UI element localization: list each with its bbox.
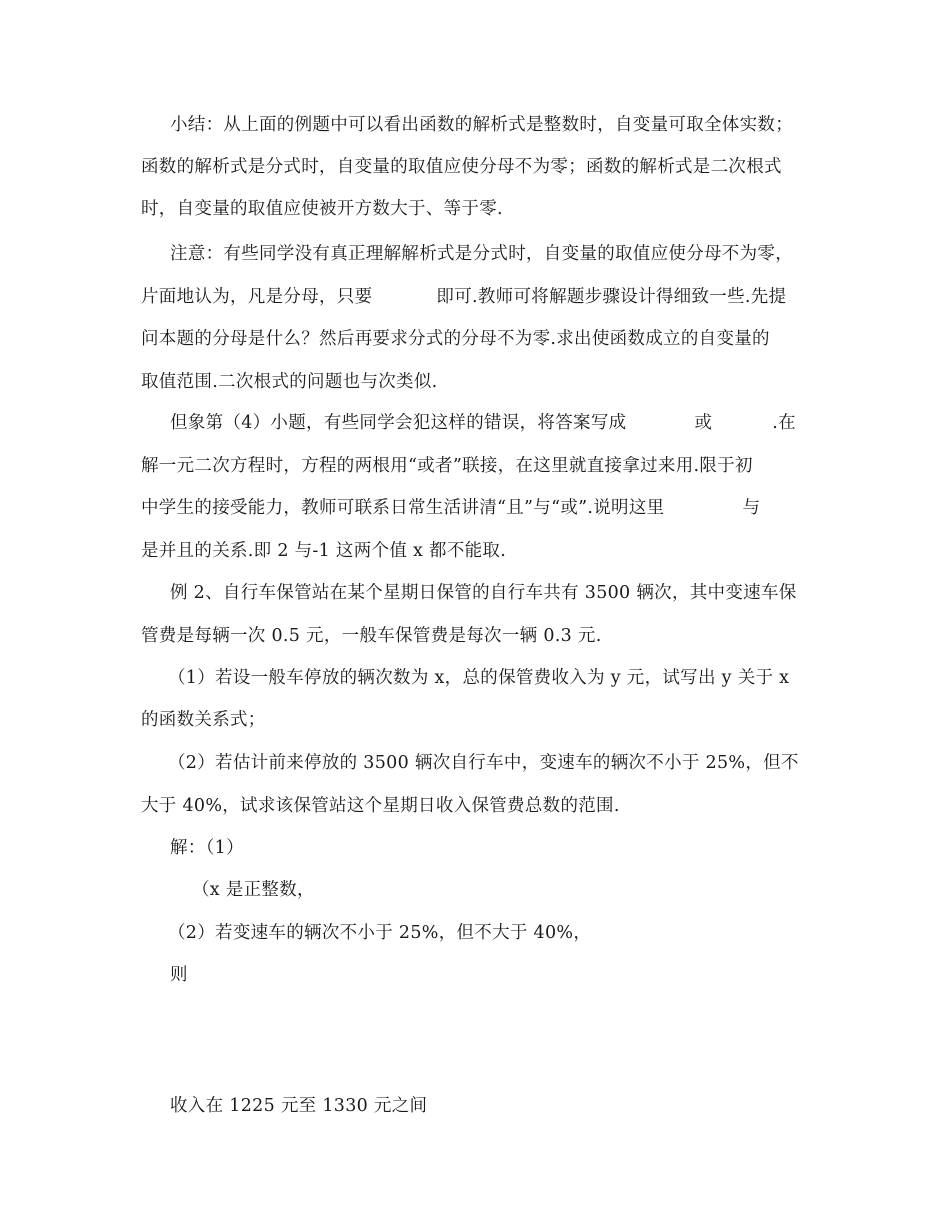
solution-label: 解：（1） — [170, 838, 244, 858]
summary-line-3: 时，自变量的取值应使被开方数大于、等于零. — [141, 199, 503, 219]
note-line-2-part-b: 即可.教师可将解题步骤设计得细致一些.先提 — [436, 287, 787, 307]
example2-line-1: 例 2、自行车保管站在某个星期日保管的自行车共有 3500 辆次，其中变速车保 — [170, 583, 797, 603]
solution-part-2: （2）若变速车的辆次不小于 25%，但不大于 40%， — [168, 923, 592, 943]
example2-q2-line-1: （2）若估计前来停放的 3500 辆次自行车中，变速车的辆次不小于 25%，但不 — [168, 753, 799, 773]
note-line-2 — [141, 286, 786, 308]
but-line-1 — [170, 412, 796, 434]
note-line-2-part-a: 片面地认为，凡是分母，只要 — [141, 287, 373, 307]
solution-then: 则 — [170, 965, 188, 985]
summary-line-2: 函数的解析式是分式时，自变量的取值应使分母不为零；函数的解析式是二次根式 — [141, 157, 782, 177]
note-line-4: 取值范围.二次根式的问题也与次类似. — [141, 372, 438, 392]
example2-line-2: 管费是每辆一次 0.5 元，一般车保管费是每次一辆 0.3 元. — [141, 626, 602, 646]
note-line-3: 问本题的分母是什么？然后再要求分式的分母不为零.求出使函数成立的自变量的 — [141, 329, 770, 349]
but-line-3 — [141, 497, 760, 519]
example2-q1-line-2: 的函数关系式； — [141, 710, 266, 730]
summary-line-1: 小结：从上面的例题中可以看出函数的解析式是整数时，自变量可取全体实数； — [170, 115, 793, 135]
but-line-1-part-a: 但象第（4）小题，有些同学会犯这样的错误，将答案写成 — [170, 413, 627, 433]
but-line-3-and: 与 — [742, 498, 761, 518]
solution-note-positive-integer: （x 是正整数， — [192, 880, 315, 900]
but-line-1-or: 或 — [694, 413, 713, 433]
note-line-1: 注意：有些同学没有真正理解解析式是分式时，自变量的取值应使分母不为零， — [170, 244, 793, 264]
but-line-2: 解一元二次方程时，方程的两根用“或者”联接，在这里就直接拿过来用.限于初 — [141, 456, 753, 476]
solution-result: 收入在 1225 元至 1330 元之间 — [170, 1096, 428, 1116]
but-line-1-part-c: .在 — [772, 413, 796, 433]
but-line-4: 是并且的关系.即 2 与-1 这两个值 x 都不能取. — [141, 541, 507, 561]
example2-q1-line-1: （1）若设一般车停放的辆次数为 x，总的保管费收入为 y 元，试写出 y 关于 x — [168, 668, 790, 688]
example2-q2-line-2: 大于 40%，试求该保管站这个星期日收入保管费总数的范围. — [141, 796, 620, 816]
but-line-3-part-a: 中学生的接受能力，教师可联系日常生活讲清“且”与“或”.说明这里 — [141, 498, 665, 518]
